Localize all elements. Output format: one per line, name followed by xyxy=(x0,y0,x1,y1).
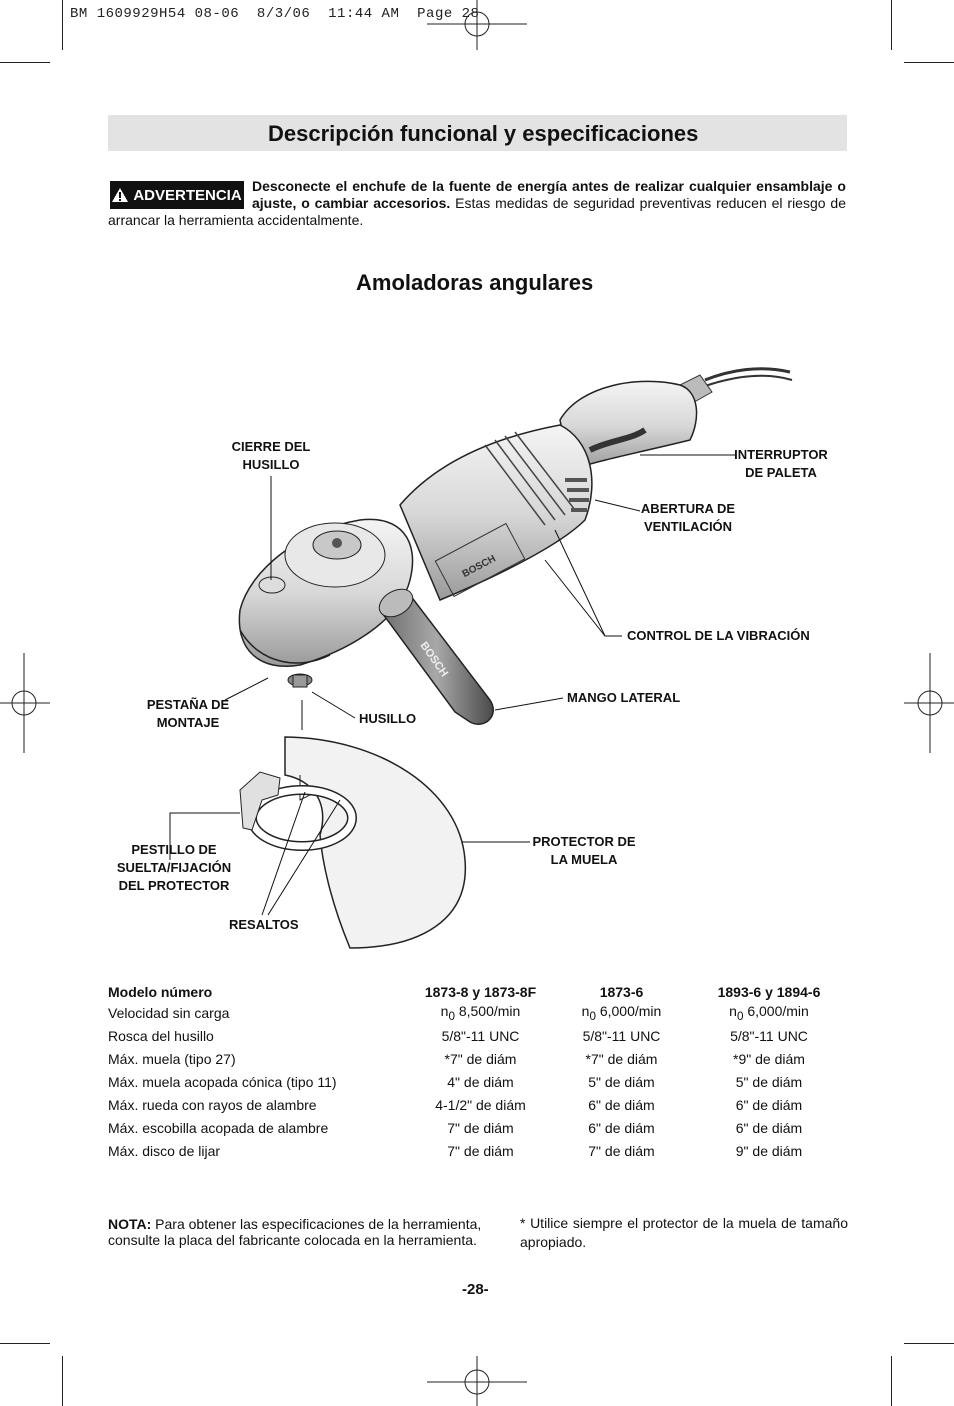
table-row: Máx. rueda con rayos de alambre 4-1/2" de diám 6" de diám 6" de diám xyxy=(108,1096,803,1113)
specifications-table xyxy=(108,983,848,1162)
label-mounting-flange: PESTAÑA DE MONTAJE xyxy=(146,697,230,730)
warning-bold-text: Desconecte el enchufe de la fuente de energía antes de realizar cualquier ensamblaje o ajuste, o cambiar accesorios. xyxy=(252,178,846,211)
note-text xyxy=(108,1216,493,1248)
section-subtitle: Amoladoras angulares xyxy=(356,270,594,295)
header-model-a: 1873-8 y 1873-8F xyxy=(424,984,537,1000)
page-number: -28- xyxy=(462,1281,489,1298)
label-spindle: HUSILLO xyxy=(359,711,417,726)
warning-body-text: Estas medidas de seguridad preventivas reducen el riesgo de arrancar la herramienta accidentalmente. xyxy=(108,195,846,228)
note-body: Para obtener las especificaciones de la herramienta, consulte la placa del fabricante colocada en la herramienta. xyxy=(108,1216,482,1248)
table-header-row xyxy=(108,983,848,1001)
print-slug: BM 1609929H54 08-06 8/3/06 11:44 AM Page 28 xyxy=(70,6,480,22)
label-paddle-switch: INTERRUPTOR DE PALETA xyxy=(734,447,828,480)
label-vibration-control: CONTROL DE LA VIBRACIÓN xyxy=(627,628,810,643)
table-row: Velocidad sin carga $n_0$ 8,500/min $n_0$ 6,000/min $n_0$ 6,000/min xyxy=(108,1002,809,1023)
label-lugs: RESALTOS xyxy=(229,917,299,932)
label-wheel-guard: PROTECTOR DE LA MUELA xyxy=(532,834,636,867)
page-title: Descripción funcional y especificaciones xyxy=(268,121,699,146)
note-label: NOTA: xyxy=(108,1216,152,1232)
label-spindle-lock: CIERRE DEL HUSILLO xyxy=(231,439,311,472)
motor-brand-text: BOSCH xyxy=(460,553,498,581)
table-row: Rosca del husillo 5/8"-11 UNC 5/8"-11 UNC 5/8"-11 UNC xyxy=(108,1027,808,1044)
footnote-text: * Utilice siempre el protector de la muela de tamaño apropiado. xyxy=(520,1215,848,1250)
header-model-b: 1873-6 xyxy=(599,984,644,1000)
label-side-handle: MANGO LATERAL xyxy=(567,690,681,705)
warning-badge-label: ADVERTENCIA xyxy=(133,186,242,204)
handle-brand-text: BOSCH xyxy=(417,639,451,680)
header-model-c: 1893-6 y 1894-6 xyxy=(717,984,821,1000)
table-row: Máx. disco de lijar 7" de diám 7" de diám 9" de diám xyxy=(108,1142,803,1159)
table-row: Máx. muela acopada cónica (tipo 11) 4" de diám 5" de diám 5" de diám xyxy=(108,1073,803,1090)
table-row: Máx. escobilla acopada de alambre 7" de diám 6" de diám 6" de diám xyxy=(108,1119,803,1136)
table-row: Máx. muela (tipo 27) *7" de diám *7" de diám *9" de diám xyxy=(108,1050,805,1067)
label-guard-latch: PESTILLO DE SUELTA/FIJACIÓN DEL PROTECTOR xyxy=(116,842,232,893)
header-model: Modelo número xyxy=(108,984,213,1000)
label-vent: ABERTURA DE VENTILACIÓN xyxy=(640,501,736,534)
